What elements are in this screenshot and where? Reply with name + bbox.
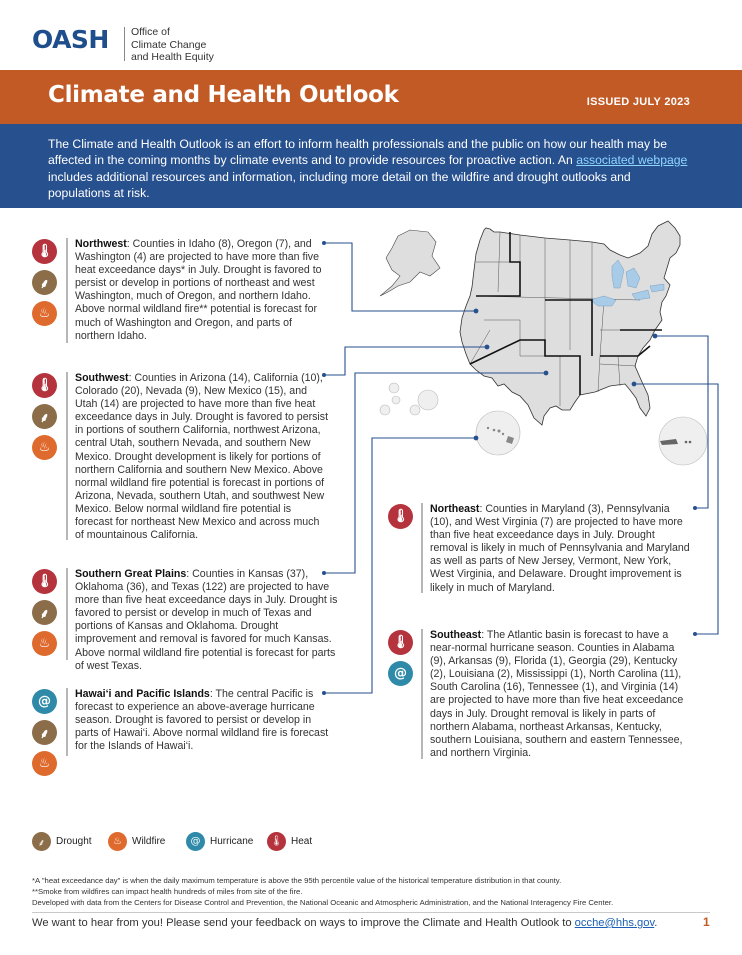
drought-tree-icon: ⸙ [32,404,57,429]
northwest-body: : Counties in Idaho (8), Oregon (7), and Washington (4) are projected to have more than five heat exceedance days* in July. Drought is favored to persist or develop in portions of northeast and west Washington, much of Oregon, and northern Idaho. Above normal wildland fire** potential is forecast for much of Washington and Oregon, and parts of northern Idaho. [75,238,322,342]
sgp-title: Southern Great Plains [75,568,187,580]
footnotes [32,875,722,908]
legend-wildfire-label: Wildfire [132,836,166,847]
northwest-region-text [75,238,325,343]
thermometer-icon: 🌡 [267,832,286,851]
northeast-divider [421,503,423,593]
northeast-body: : Counties in Maryland (3), Pennsylvania (10), and West Virginia (7) are projected to have more than five heat exceedance days in July. Drought removal is likely in much of Pennsylvania and Maryland as well as parts of New Jersey, Vermont, New York, West Virginia, and Delaware. Drought improvement is likely in much of Maryland. [430,503,690,594]
hawaii-divider [66,688,68,756]
flame-icon: ♨ [32,435,57,460]
hurricane-icon: @ [186,832,205,851]
sgp-region-text [75,568,340,673]
intro-text-1: The Climate and Health Outlook is an effort to inform health professionals and the public on how our health may be affected in the coming months by climate events and to provide resources for proactive action. An [48,137,667,168]
legend-heat [267,832,312,851]
hurricane-icon: @ [388,661,413,686]
southeast-divider [421,629,423,759]
hawaii-body: : The central Pacific is forecast to experience an above-average hurricane season. Drought is favored to persist or develop in parts of Hawai‘i. Above normal wildland fire is forecast for the Islands of Hawai‘i. [75,688,329,753]
legend-heat-label: Heat [291,836,313,847]
feedback-period: . [654,917,658,929]
thermometer-icon: 🌡 [32,239,57,264]
footer-divider [32,912,710,913]
southwest-region-text [75,372,330,542]
puerto-rico-map [659,417,707,465]
southwest-divider [66,372,68,540]
hurricane-icon: @ [32,689,57,714]
issued-date: ISSUED JULY 2023 [586,96,690,108]
alaska-map [380,230,440,296]
oash-logo[interactable]: OASH [32,25,109,54]
legend-drought-label: Drought [56,836,92,847]
drought-tree-icon: ⸙ [32,720,57,745]
org-line-1: Office of [131,26,170,38]
feedback-line [32,917,657,929]
northwest-title: Northwest [75,238,127,250]
drought-tree-icon: ⸙ [32,600,57,625]
flame-icon: ♨ [108,832,127,851]
associated-webpage-link[interactable]: associated webpage [576,153,688,168]
drought-tree-icon: ⸙ [32,270,57,295]
page-number: 1 [703,915,710,929]
sgp-divider [66,568,68,660]
hawaii-title: Hawai‘i and Pacific Islands [75,688,210,700]
southwest-title: Southwest [75,372,129,384]
legend-hurricane-label: Hurricane [210,836,254,847]
footnote-smoke: **Smoke from wildfires can impact health hundreds of miles from site of the fire. [32,887,303,896]
org-line-2: Climate Change [131,38,207,51]
footnote-data-sources: Developed with data from the Centers for Disease Control and Prevention, the National Oceanic and Atmospheric Administration, and the National Interagency Fire Center. [32,898,614,907]
thermometer-icon: 🌡 [388,630,413,655]
legend-hurricane [186,832,253,851]
southeast-region-text [430,629,692,760]
pacific-islands-map [380,383,520,455]
flame-icon: ♨ [32,751,57,776]
page-title: Climate and Health Outlook [48,82,399,108]
footnote-heat-exceedance: *A "heat exceedance day" is when the daily maximum temperature is above the 95th percentile value of the historical temperature distribution in that county. [32,876,562,885]
feedback-email-link[interactable]: ocche@hhs.gov [574,917,655,929]
intro-text-2: includes additional resources and information, including more detail on the wildfire and drought outlooks and populations at risk. [48,169,631,200]
thermometer-icon: 🌡 [32,373,57,398]
drought-tree-icon: ⸙ [32,832,51,851]
hawaii-region-text [75,688,337,753]
northeast-title: Northeast [430,503,480,515]
org-line-3: and Health Equity [131,51,214,63]
feedback-text: We want to hear from you! Please send your feedback on ways to improve the Climate and Health Outlook to [32,917,575,929]
flame-icon: ♨ [32,631,57,656]
southeast-body: : The Atlantic basin is forecast to have a near-normal hurricane season. Counties in Alabama (9), Arkansas (9), Florida (1), Georgia (29), Kentucky (2), Louisiana (2), Mississippi (1), North Carolina (11), South Carolina (16), Tennessee (1), and Virginia (14) are projected to have more than five heat exceedance days in July. Drought removal is likely in parts of northern Alabama, northeast Arkansas, Kentucky, southern Louisiana, southern and eastern Tennessee, and northern Virginia. [430,629,684,759]
legend-drought [32,832,92,851]
southwest-body: : Counties in Arizona (14), California (10), Colorado (20), Nevada (9), New Mexico (15), and Utah (14) are projected to have more than five heat exceedance days in July. Drought is favored to persist in portions of southern California, northwest Arizona, central Utah, southern Nevada, and southern New Mexico. Drought development is likely for portions of northern California and southern New Mexico. Above normal wildland fire potential is forecast in portions of Arizona, Nevada, southern Utah, and southwest New Mexico. Below normal wildland fire potential is forecast for northeast New Mexico and across much of mountainous California. [75,372,329,542]
flame-icon: ♨ [32,301,57,326]
sgp-body: : Counties in Kansas (37), Oklahoma (36), and Texas (122) are projected to have more than five heat exceedance days in July. Drought is favored to persist or develop in much of Texas and portions of Kansas and Oklahoma. Drought improvement and removal is favored for much Kansas. Above normal wildland fire potential is forecast for parts of west Texas. [75,568,338,672]
thermometer-icon: 🌡 [388,504,413,529]
northeast-region-text [430,503,692,595]
northwest-divider [66,238,68,343]
southeast-title: Southeast [430,629,482,641]
thermometer-icon: 🌡 [32,569,57,594]
legend-wildfire [108,832,165,851]
